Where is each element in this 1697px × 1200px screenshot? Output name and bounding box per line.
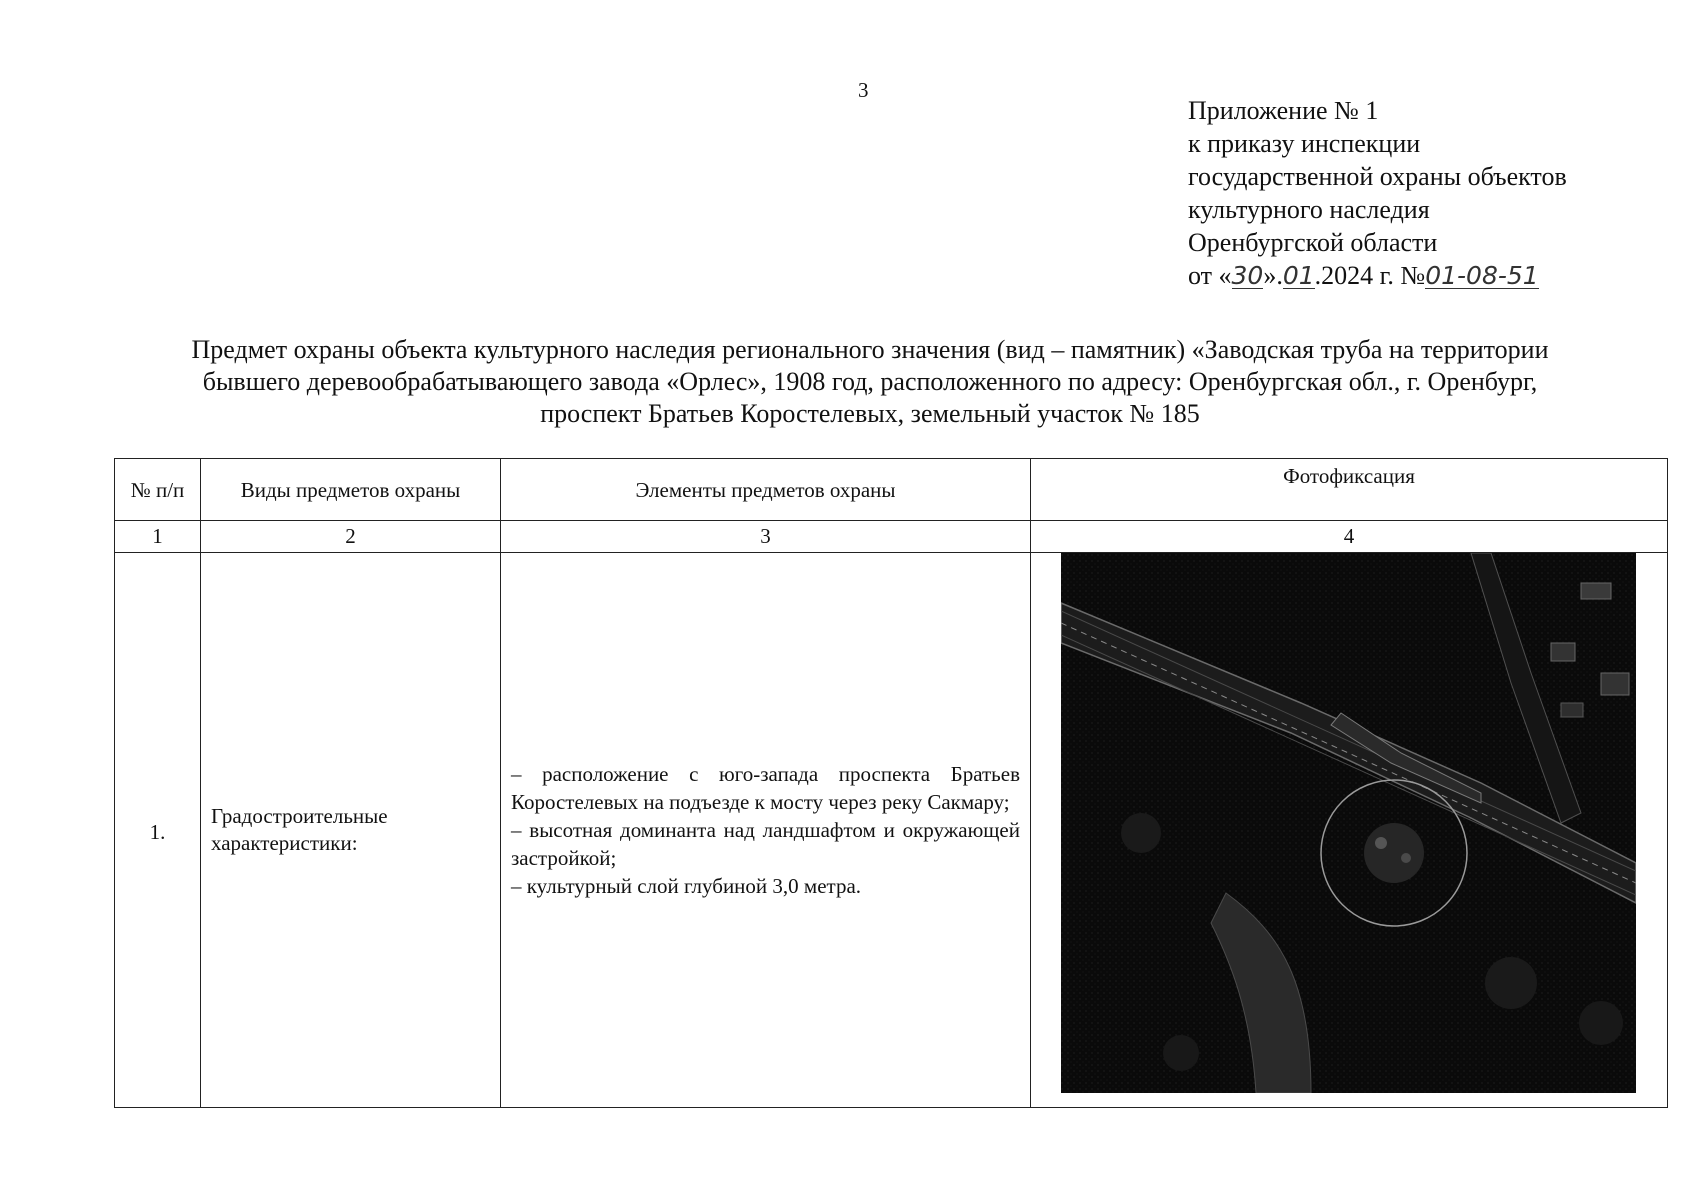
protection-subject-table (114, 458, 1668, 1108)
header-num: № п/п (115, 459, 201, 521)
appendix-block (1188, 94, 1567, 292)
page-number: 3 (858, 78, 869, 102)
col-number-1: 1 (115, 521, 201, 553)
handwritten-order-number: 01-08-51 (1425, 261, 1539, 290)
col-number-4: 4 (1031, 521, 1668, 553)
date-separator: ». (1263, 261, 1283, 290)
appendix-line-2: к приказу инспекции (1188, 129, 1421, 158)
handwritten-day: 30 (1231, 261, 1264, 290)
appendix-line-5: Оренбургской области (1188, 228, 1438, 257)
date-year: .2024 г. № (1314, 261, 1426, 290)
column-number-row (115, 521, 1668, 553)
col-number-2: 2 (201, 521, 501, 553)
title-line-2: бывшего деревообрабатывающего завода «Орлес», 1908 год, расположенного по адресу: Оренбургская обл., г. Оренбург, (202, 367, 1538, 396)
date-prefix: от « (1188, 261, 1232, 290)
row-photo-cell (1031, 553, 1668, 1108)
aerial-photo-image (1061, 553, 1636, 1093)
element-item: – расположение с юго-запада проспекта Братьев Коростелевых на подъезде к мосту через реку Сакмару; (511, 762, 1020, 814)
handwritten-month: 01 (1282, 261, 1315, 290)
row-kind: Градостроительные характеристики: (201, 553, 501, 1108)
row-number: 1. (115, 553, 201, 1108)
row-elements (501, 553, 1031, 1108)
appendix-line-4: культурного наследия (1188, 195, 1430, 224)
appendix-line-3: государственной охраны объектов (1188, 162, 1567, 191)
title-line-3: проспект Братьев Коростелевых, земельный участок № 185 (540, 399, 1200, 428)
table-row (115, 553, 1668, 1108)
title-line-1: Предмет охраны объекта культурного наследия регионального значения (вид – памятник) «Заводская труба на территории (191, 335, 1549, 364)
element-item: – высотная доминанта над ландшафтом и окружающей застройкой; (511, 818, 1020, 870)
document-title (110, 334, 1630, 430)
table-header-row (115, 459, 1668, 521)
appendix-date-line (1188, 259, 1567, 292)
header-photo: Фотофиксация (1031, 459, 1668, 521)
appendix-line-1: Приложение № 1 (1188, 96, 1379, 125)
header-elements: Элементы предметов охраны (501, 459, 1031, 521)
element-item: – культурный слой глубиной 3,0 метра. (511, 874, 862, 898)
header-kinds: Виды предметов охраны (201, 459, 501, 521)
aerial-photo (1061, 553, 1636, 1093)
col-number-3: 3 (501, 521, 1031, 553)
